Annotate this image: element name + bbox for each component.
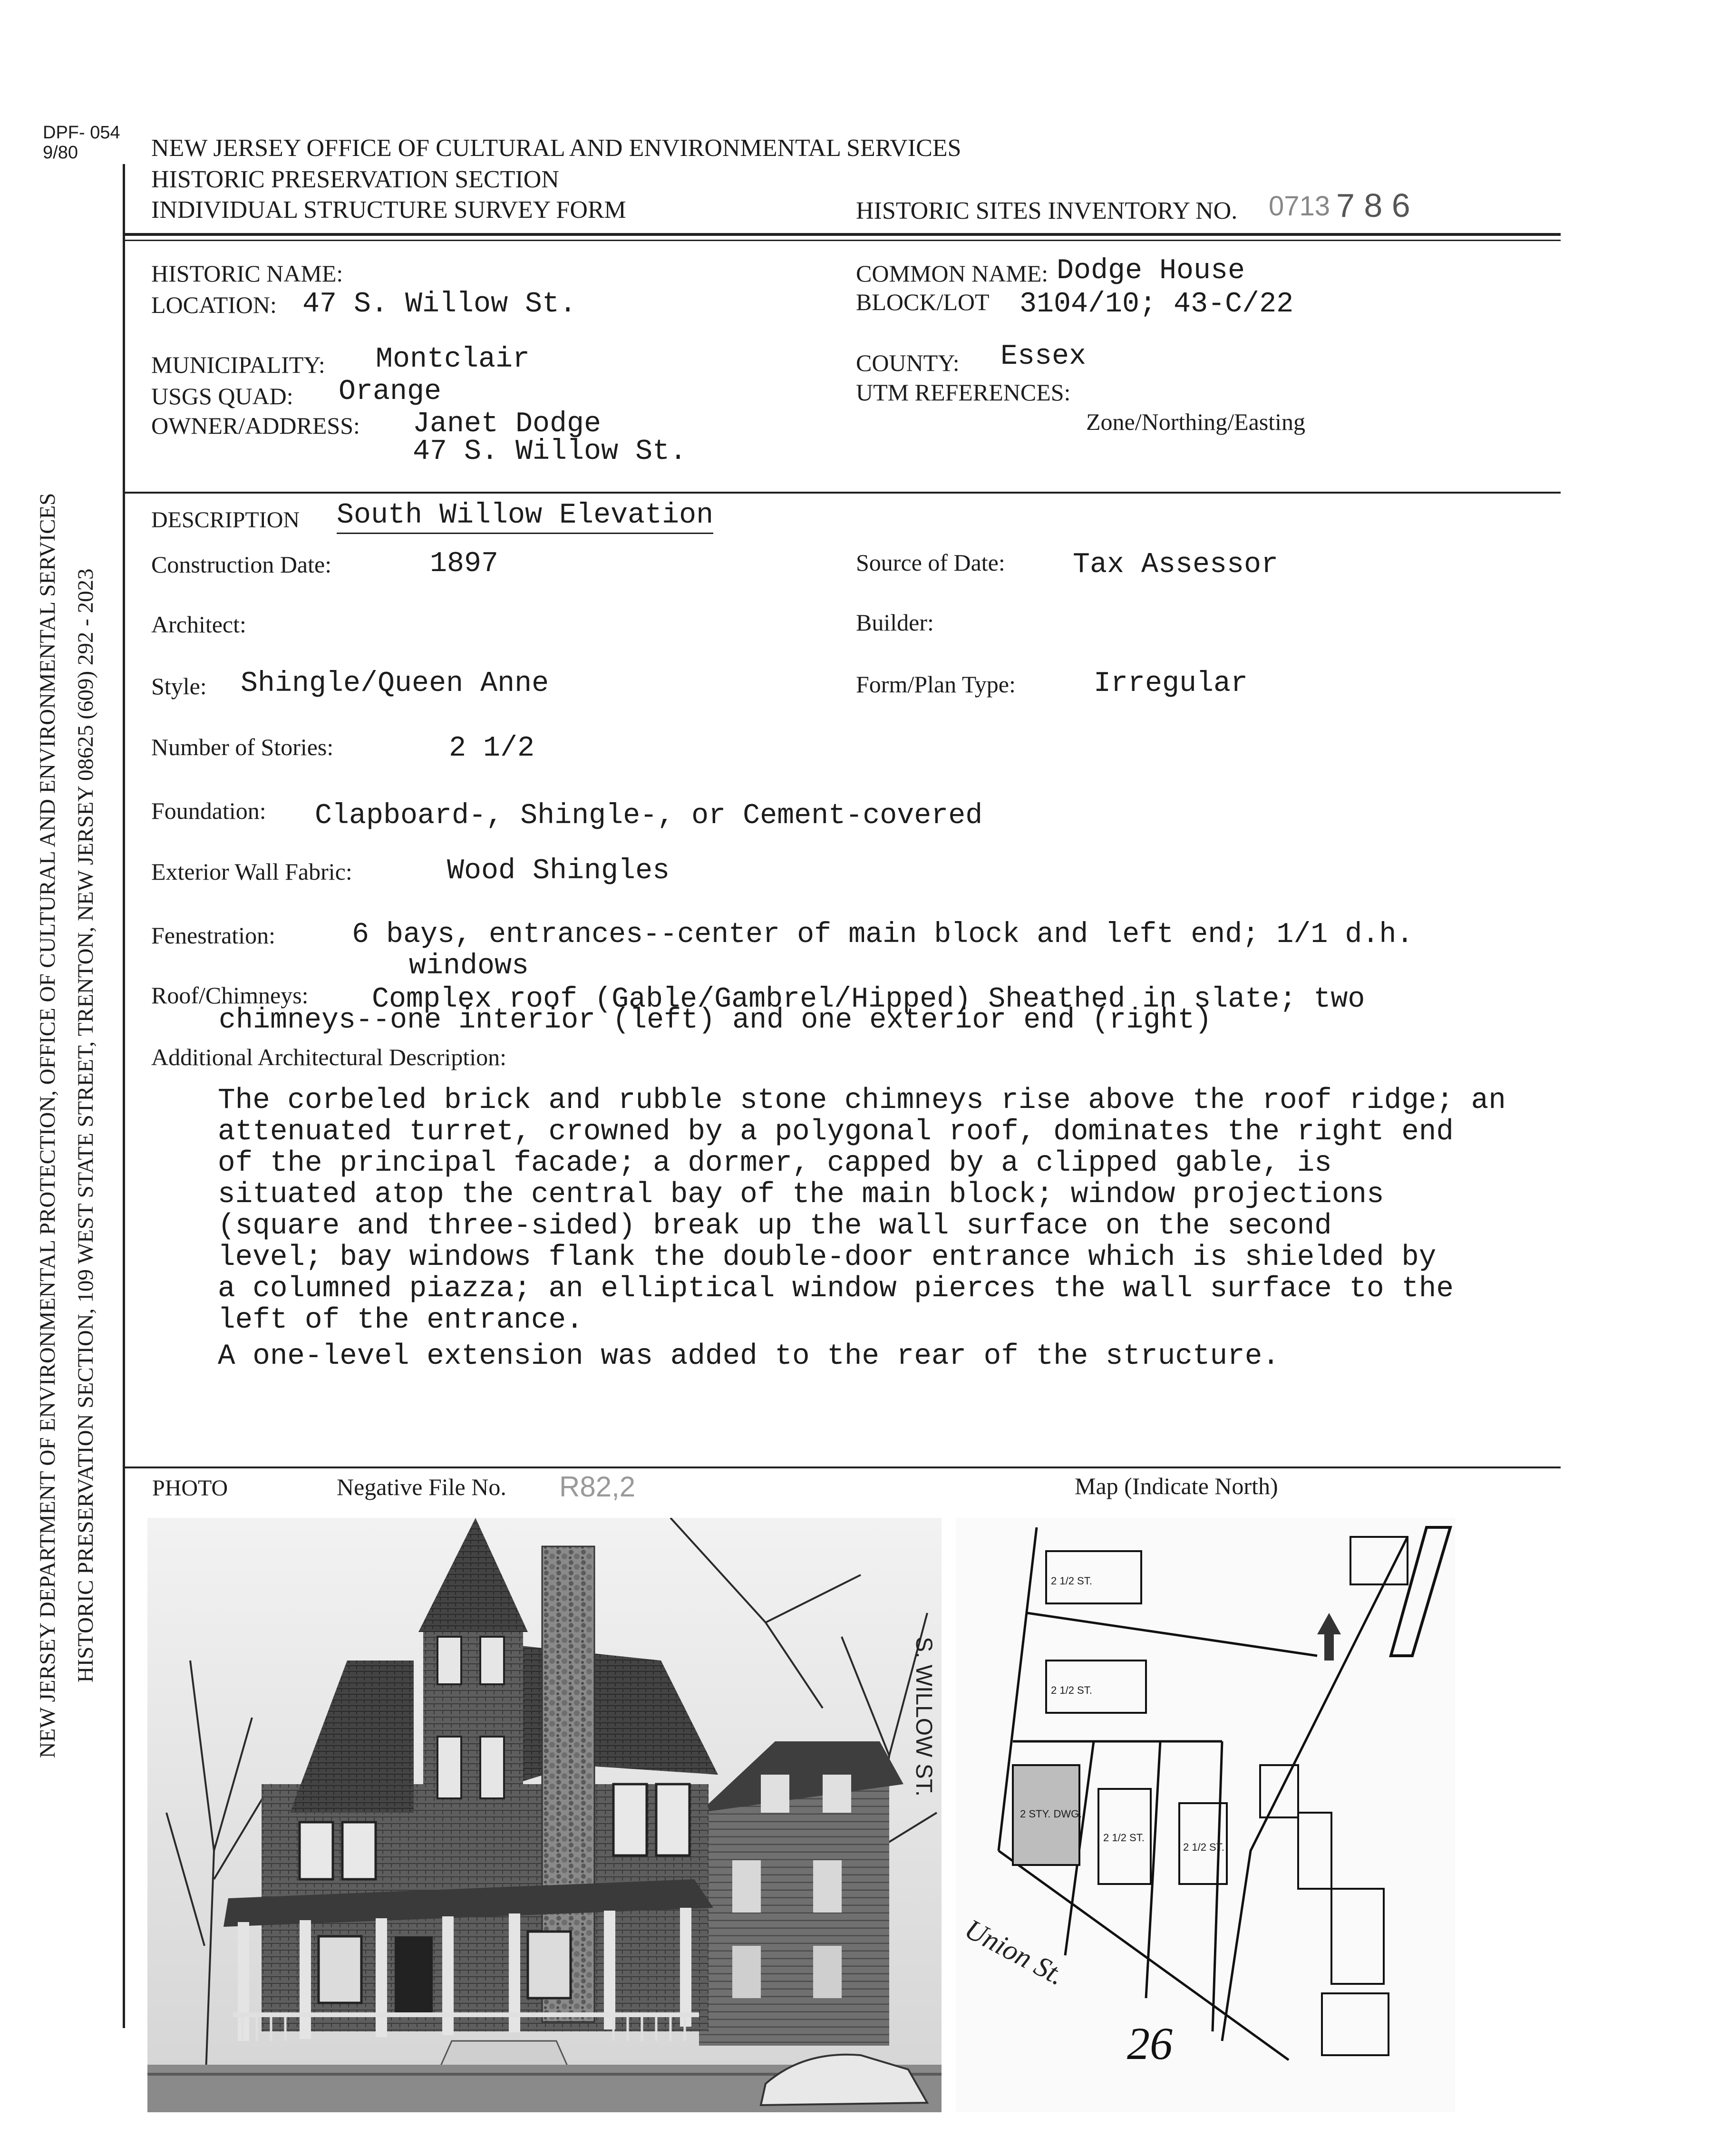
owner-name: Janet Dodge [413,408,602,440]
owner-address: 47 S. Willow St. [413,436,687,468]
source-label: Source of Date: [856,549,1005,576]
utm-label: UTM REFERENCES: [856,379,1071,406]
block-lot-label: BLOCK/LOT [856,289,990,315]
left-margin-rule [123,164,125,2028]
site-map [911,1518,1455,2112]
house-photo [147,1518,942,2112]
map-sheet-number: 26 [1127,2018,1173,2069]
block-lot-value: 3104/10; 43-C/22 [1020,288,1294,320]
utm-subtitle: Zone/Northing/Easting [1086,408,1306,435]
foundation-value: Clapboard-, Shingle-, or Cement-covered [315,800,983,832]
description-rule [125,1466,1561,1468]
map-lot-label: 2 1/2 ST. [1183,1841,1224,1853]
fenestration-line-1: 6 bays, entrances--center of main block and left end; 1/1 d.h. [352,919,1414,951]
form-plan-label: Form/Plan Type: [856,671,1016,698]
additional-description-line: level; bay windows flank the double-door entrance which is shielded by [218,1241,1437,1274]
municipality-label: MUNICIPALITY: [151,351,325,378]
stories-value: 2 1/2 [449,732,535,765]
negative-file-value: R82,2 [559,1471,636,1503]
fenestration-line-2: windows [409,950,529,982]
stories-label: Number of Stories: [151,734,334,760]
photo-label: PHOTO [152,1476,228,1501]
inventory-prefix: 0713 [1269,191,1330,222]
map-street-willow: S. WILLOW ST. [911,1637,936,1797]
roof-line-2: chimneys--one interior (left) and one exterior end (right) [219,1004,1212,1037]
owner-label: OWNER/ADDRESS: [151,412,360,439]
additional-description-line: left of the entrance. [218,1304,583,1337]
form-plan-value: Irregular [1094,668,1248,700]
additional-description-line: of the principal facade; a dormer, capped by a clipped gable, is [218,1147,1332,1180]
inventory-label: HISTORIC SITES INVENTORY NO. [856,197,1238,224]
architect-label: Architect: [151,611,246,638]
side-text-2: HISTORIC PRESERVATION SECTION, 109 WEST STATE STREET, TRENTON, NEW JERSEY 08625 (609) 292 - 2023 [73,568,98,1683]
location-value: 47 S. Willow St. [302,288,577,320]
common-name-value: Dodge House [1057,255,1245,287]
negative-file-label: Negative File No. [337,1474,506,1500]
roof-chimneys-label: Roof/Chimneys: [151,982,309,1009]
additional-description-line: The corbeled brick and rubble stone chimneys rise above the roof ridge; an [218,1084,1506,1117]
additional-description-line: a columned piazza; an elliptical window pierces the wall surface to the [218,1272,1454,1305]
location-label: LOCATION: [151,291,277,318]
additional-description-line: (square and three-sided) break up the wall surface on the second [218,1210,1332,1243]
municipality-value: Montclair [376,343,530,376]
wall-fabric-value: Wood Shingles [447,855,670,887]
map-lot-label: 2 1/2 ST. [1051,1575,1092,1587]
form-title: INDIVIDUAL STRUCTURE SURVEY FORM [151,196,626,223]
map-label: Map (Indicate North) [1075,1473,1278,1499]
usgs-label: USGS QUAD: [151,383,293,409]
construction-date-value: 1897 [430,548,499,580]
county-label: COUNTY: [856,350,960,376]
map-lot-label: 2 1/2 ST. [1103,1832,1145,1844]
fenestration-label: Fenestration: [151,922,276,949]
agency-title: NEW JERSEY OFFICE OF CULTURAL AND ENVIRONMENTAL SERVICES [151,135,961,162]
map-lot-label: 2 1/2 ST. [1051,1684,1092,1696]
elevation-value: South Willow Elevation [337,499,713,534]
inventory-number: 7 8 6 [1336,187,1410,224]
map-lot-label: 2 STY. DWG. [1020,1808,1082,1820]
county-value: Essex [1000,340,1087,373]
side-text-1: NEW JERSEY DEPARTMENT OF ENVIRONMENTAL PROTECTION, OFFICE OF CULTURAL AND ENVIRONMENTAL SERVICES [35,493,60,1758]
description-label: DESCRIPTION [151,507,300,533]
additional-description-label: Additional Architectural Description: [151,1044,507,1070]
roof-line-1: Complex roof (Gable/Gambrel/Hipped) Sheathed in slate; two [372,983,1365,1016]
style-value: Shingle/Queen Anne [241,668,549,700]
additional-description-line: situated atop the central bay of the main block; window projections [218,1178,1384,1211]
map-street-union: Union St. [960,1913,1070,1991]
usgs-value: Orange [339,376,442,408]
construction-date-label: Construction Date: [151,551,332,578]
style-label: Style: [151,673,207,699]
additional-description-line: A one-level extension was added to the rear of the structure. [218,1340,1280,1373]
house-photo-image [147,1518,942,2112]
form-date: 9/80 [43,143,78,163]
foundation-label: Foundation: [151,797,266,824]
identification-rule [125,492,1561,494]
additional-description-line: attenuated turret, crowned by a polygonal roof, dominates the right end [218,1116,1454,1148]
source-value: Tax Assessor [1073,549,1279,581]
header-rule-2 [125,240,1561,241]
builder-label: Builder: [856,609,934,636]
common-name-label: COMMON NAME: [856,260,1049,287]
form-code: DPF- 054 [43,123,120,143]
wall-fabric-label: Exterior Wall Fabric: [151,858,352,885]
historic-name-label: HISTORIC NAME: [151,260,343,287]
section-title: HISTORIC PRESERVATION SECTION [151,166,559,193]
header-rule-1 [125,233,1561,236]
